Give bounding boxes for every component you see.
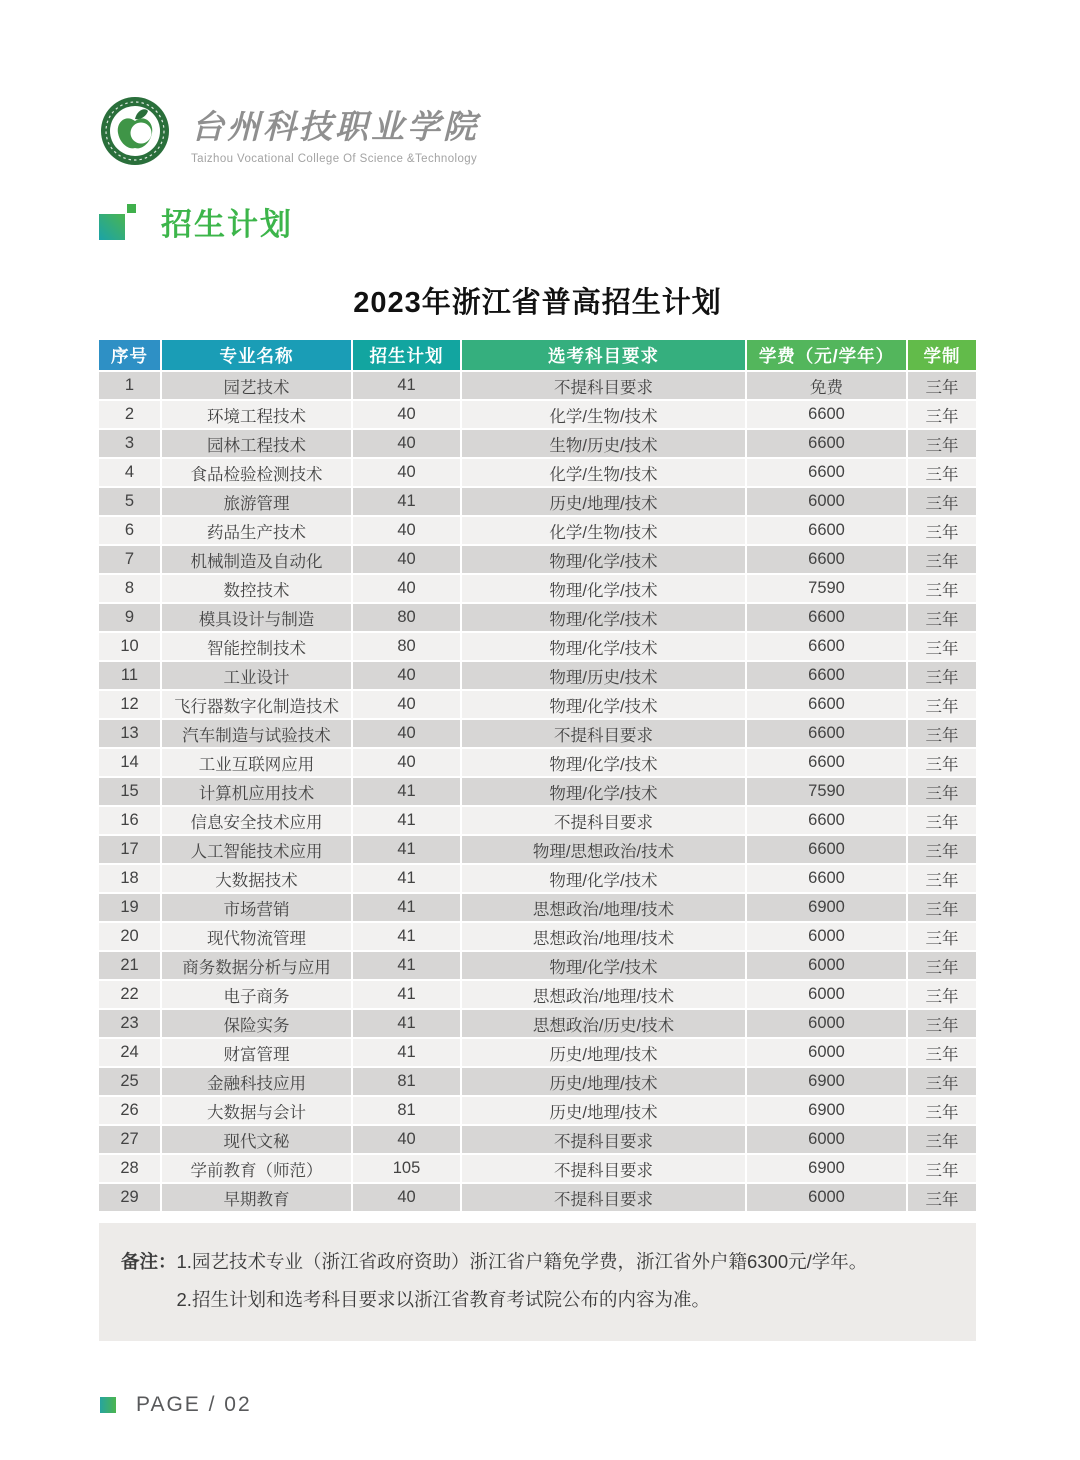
table-cell-row11-col1: 11 [99,662,160,689]
table-cell-row27-col1: 27 [99,1126,160,1153]
section-square-icon [99,202,137,242]
table-cell-row19-col2: 市场营销 [162,894,351,921]
table-cell-row29-col4: 不提科目要求 [462,1184,745,1211]
table-cell-row12-col4: 物理/化学/技术 [462,691,745,718]
table-cell-row3-col2: 园林工程技术 [162,430,351,457]
table-cell-row2-col6: 三年 [908,401,976,428]
table-cell-row17-col3: 41 [353,836,460,863]
table-cell-row16-col6: 三年 [908,807,976,834]
table-cell-row7-col6: 三年 [908,546,976,573]
table-cell-row16-col4: 不提科目要求 [462,807,745,834]
table-cell-row1-col1: 1 [99,372,160,399]
table-cell-row28-col2: 学前教育（师范） [162,1155,351,1182]
table-cell-row11-col2: 工业设计 [162,662,351,689]
table-cell-row8-col6: 三年 [908,575,976,602]
section-title: 招生计划 [161,207,293,242]
table-cell-row19-col1: 19 [99,894,160,921]
table-cell-row29-col2: 早期教育 [162,1184,351,1211]
notes-box [99,1223,976,1341]
table-cell-row12-col5: 6600 [747,691,906,718]
table-cell-row5-col5: 6000 [747,488,906,515]
table-cell-row4-col1: 4 [99,459,160,486]
table-cell-row8-col5: 7590 [747,575,906,602]
table-cell-row20-col4: 思想政治/地理/技术 [462,923,745,950]
table-cell-row14-col6: 三年 [908,749,976,776]
college-name-zh: 台州科技职业学院 [191,107,479,146]
table-cell-row15-col5: 7590 [747,778,906,805]
table-cell-row18-col4: 物理/化学/技术 [462,865,745,892]
table-cell-row13-col3: 40 [353,720,460,747]
table-cell-row17-col2: 人工智能技术应用 [162,836,351,863]
table-cell-row22-col2: 电子商务 [162,981,351,1008]
table-cell-row1-col3: 41 [353,372,460,399]
table-cell-row26-col5: 6900 [747,1097,906,1124]
table-cell-row12-col3: 40 [353,691,460,718]
table-cell-row4-col6: 三年 [908,459,976,486]
table-cell-row4-col2: 食品检验检测技术 [162,459,351,486]
notes-label: 备注： [121,1251,177,1272]
table-cell-row11-col3: 40 [353,662,460,689]
table-cell-row5-col6: 三年 [908,488,976,515]
table-cell-row16-col3: 41 [353,807,460,834]
table-cell-row4-col5: 6600 [747,459,906,486]
table-cell-row27-col6: 三年 [908,1126,976,1153]
table-cell-row23-col1: 23 [99,1010,160,1037]
table-cell-row8-col3: 40 [353,575,460,602]
table-cell-row2-col4: 化学/生物/技术 [462,401,745,428]
column-header-duration: 学制 [908,340,976,370]
table-cell-row23-col6: 三年 [908,1010,976,1037]
table-cell-row13-col2: 汽车制造与试验技术 [162,720,351,747]
table-cell-row4-col3: 40 [353,459,460,486]
table-cell-row9-col2: 模具设计与制造 [162,604,351,631]
table-cell-row21-col5: 6000 [747,952,906,979]
table-cell-row15-col1: 15 [99,778,160,805]
note-item-1: 1.园艺技术专业（浙江省政府资助）浙江省户籍免学费，浙江省外户籍6300元/学年。 [176,1251,868,1272]
table-cell-row11-col5: 6600 [747,662,906,689]
table-cell-row9-col3: 80 [353,604,460,631]
table-cell-row24-col6: 三年 [908,1039,976,1066]
page-footer [100,1393,1080,1417]
table-cell-row13-col5: 6600 [747,720,906,747]
table-cell-row18-col6: 三年 [908,865,976,892]
table-cell-row3-col1: 3 [99,430,160,457]
table-cell-row13-col6: 三年 [908,720,976,747]
table-cell-row9-col5: 6600 [747,604,906,631]
table-cell-row1-col4: 不提科目要求 [462,372,745,399]
table-cell-row13-col1: 13 [99,720,160,747]
table-cell-row22-col3: 41 [353,981,460,1008]
table-cell-row28-col6: 三年 [908,1155,976,1182]
table-cell-row25-col1: 25 [99,1068,160,1095]
table-cell-row29-col5: 6000 [747,1184,906,1211]
table-cell-row12-col2: 飞行器数字化制造技术 [162,691,351,718]
table-cell-row25-col6: 三年 [908,1068,976,1095]
table-cell-row2-col3: 40 [353,401,460,428]
table-cell-row19-col3: 41 [353,894,460,921]
table-cell-row23-col2: 保险实务 [162,1010,351,1037]
table-cell-row9-col1: 9 [99,604,160,631]
table-cell-row18-col3: 41 [353,865,460,892]
note-item-2: 2.招生计划和选考科目要求以浙江省教育考试院公布的内容为准。 [176,1289,710,1310]
gradient-square-icon [99,214,125,240]
table-cell-row22-col4: 思想政治/地理/技术 [462,981,745,1008]
table-cell-row27-col2: 现代文秘 [162,1126,351,1153]
table-cell-row1-col2: 园艺技术 [162,372,351,399]
table-cell-row24-col4: 历史/地理/技术 [462,1039,745,1066]
table-cell-row24-col5: 6000 [747,1039,906,1066]
table-cell-row19-col4: 思想政治/地理/技术 [462,894,745,921]
column-header-plan: 招生计划 [353,340,460,370]
table-cell-row10-col5: 6600 [747,633,906,660]
table-cell-row8-col2: 数控技术 [162,575,351,602]
table-cell-row26-col6: 三年 [908,1097,976,1124]
table-cell-row27-col4: 不提科目要求 [462,1126,745,1153]
table-cell-row26-col4: 历史/地理/技术 [462,1097,745,1124]
table-cell-row21-col3: 41 [353,952,460,979]
table-cell-row3-col5: 6600 [747,430,906,457]
table-cell-row6-col6: 三年 [908,517,976,544]
college-name-en: Taizhou Vocational College Of Science &Technology [191,153,478,165]
table-cell-row10-col4: 物理/化学/技术 [462,633,745,660]
table-cell-row20-col2: 现代物流管理 [162,923,351,950]
table-cell-row10-col2: 智能控制技术 [162,633,351,660]
table-cell-row19-col6: 三年 [908,894,976,921]
table-cell-row4-col4: 化学/生物/技术 [462,459,745,486]
table-cell-row21-col1: 21 [99,952,160,979]
column-header-subjects: 选考科目要求 [462,340,745,370]
table-cell-row17-col6: 三年 [908,836,976,863]
college-name-block [191,95,479,165]
table-cell-row6-col4: 化学/生物/技术 [462,517,745,544]
table-cell-row11-col4: 物理/历史/技术 [462,662,745,689]
table-cell-row26-col1: 26 [99,1097,160,1124]
table-cell-row14-col5: 6600 [747,749,906,776]
table-cell-row23-col3: 41 [353,1010,460,1037]
table-cell-row24-col2: 财富管理 [162,1039,351,1066]
table-cell-row6-col1: 6 [99,517,160,544]
table-cell-row5-col1: 5 [99,488,160,515]
table-cell-row12-col1: 12 [99,691,160,718]
small-square-icon [127,204,136,213]
table-cell-row25-col5: 6900 [747,1068,906,1095]
table-cell-row15-col6: 三年 [908,778,976,805]
table-cell-row14-col4: 物理/化学/技术 [462,749,745,776]
table-cell-row2-col5: 6600 [747,401,906,428]
table-cell-row2-col1: 2 [99,401,160,428]
table-cell-row21-col2: 商务数据分析与应用 [162,952,351,979]
table-cell-row11-col6: 三年 [908,662,976,689]
table-cell-row24-col1: 24 [99,1039,160,1066]
table-cell-row22-col1: 22 [99,981,160,1008]
table-cell-row15-col2: 计算机应用技术 [162,778,351,805]
table-cell-row3-col6: 三年 [908,430,976,457]
page-number: PAGE / 02 [136,1393,252,1416]
college-logo-row [99,0,1080,167]
table-cell-row2-col2: 环境工程技术 [162,401,351,428]
table-cell-row26-col2: 大数据与会计 [162,1097,351,1124]
footer-square-icon [100,1397,116,1413]
table-cell-row19-col5: 6900 [747,894,906,921]
admission-plan-table [99,340,976,1211]
table-cell-row6-col2: 药品生产技术 [162,517,351,544]
column-header-major: 专业名称 [162,340,351,370]
table-cell-row5-col3: 41 [353,488,460,515]
table-cell-row27-col5: 6000 [747,1126,906,1153]
table-cell-row17-col5: 6600 [747,836,906,863]
table-cell-row23-col4: 思想政治/历史/技术 [462,1010,745,1037]
table-cell-row15-col3: 41 [353,778,460,805]
table-cell-row17-col4: 物理/思想政治/技术 [462,836,745,863]
table-cell-row6-col5: 6600 [747,517,906,544]
table-cell-row9-col6: 三年 [908,604,976,631]
table-cell-row23-col5: 6000 [747,1010,906,1037]
table-cell-row3-col4: 生物/历史/技术 [462,430,745,457]
table-cell-row3-col3: 40 [353,430,460,457]
table-cell-row24-col3: 41 [353,1039,460,1066]
table-cell-row28-col3: 105 [353,1155,460,1182]
college-emblem-icon [99,95,171,167]
table-cell-row18-col5: 6600 [747,865,906,892]
table-cell-row25-col3: 81 [353,1068,460,1095]
table-cell-row21-col4: 物理/化学/技术 [462,952,745,979]
table-cell-row10-col3: 80 [353,633,460,660]
table-cell-row22-col6: 三年 [908,981,976,1008]
section-header [99,199,1080,244]
table-cell-row18-col2: 大数据技术 [162,865,351,892]
table-cell-row25-col4: 历史/地理/技术 [462,1068,745,1095]
table-cell-row1-col6: 三年 [908,372,976,399]
table-cell-row7-col4: 物理/化学/技术 [462,546,745,573]
table-cell-row16-col2: 信息安全技术应用 [162,807,351,834]
table-cell-row18-col1: 18 [99,865,160,892]
table-cell-row29-col1: 29 [99,1184,160,1211]
table-cell-row7-col5: 6600 [747,546,906,573]
table-cell-row8-col1: 8 [99,575,160,602]
table-cell-row21-col6: 三年 [908,952,976,979]
table-cell-row14-col2: 工业互联网应用 [162,749,351,776]
table-cell-row28-col1: 28 [99,1155,160,1182]
table-cell-row5-col4: 历史/地理/技术 [462,488,745,515]
table-cell-row10-col6: 三年 [908,633,976,660]
table-cell-row20-col5: 6000 [747,923,906,950]
table-cell-row15-col4: 物理/化学/技术 [462,778,745,805]
column-header-tuition: 学费（元/学年） [747,340,906,370]
table-cell-row28-col4: 不提科目要求 [462,1155,745,1182]
table-cell-row22-col5: 6000 [747,981,906,1008]
table-cell-row12-col6: 三年 [908,691,976,718]
table-cell-row20-col1: 20 [99,923,160,950]
column-header-index: 序号 [99,340,160,370]
table-cell-row29-col3: 40 [353,1184,460,1211]
table-cell-row14-col1: 14 [99,749,160,776]
page-title: 2023年浙江省普高招生计划 [353,287,722,319]
notes-items [177,1243,868,1319]
table-cell-row6-col3: 40 [353,517,460,544]
table-cell-row28-col5: 6900 [747,1155,906,1182]
table-cell-row10-col1: 10 [99,633,160,660]
table-cell-row16-col5: 6600 [747,807,906,834]
table-cell-row20-col6: 三年 [908,923,976,950]
table-cell-row17-col1: 17 [99,836,160,863]
table-cell-row25-col2: 金融科技应用 [162,1068,351,1095]
table-cell-row7-col1: 7 [99,546,160,573]
table-cell-row13-col4: 不提科目要求 [462,720,745,747]
table-cell-row7-col3: 40 [353,546,460,573]
table-cell-row1-col5: 免费 [747,372,906,399]
table-cell-row26-col3: 81 [353,1097,460,1124]
table-cell-row5-col2: 旅游管理 [162,488,351,515]
table-cell-row27-col3: 40 [353,1126,460,1153]
table-cell-row7-col2: 机械制造及自动化 [162,546,351,573]
table-cell-row20-col3: 41 [353,923,460,950]
table-cell-row9-col4: 物理/化学/技术 [462,604,745,631]
table-cell-row14-col3: 40 [353,749,460,776]
table-cell-row8-col4: 物理/化学/技术 [462,575,745,602]
table-cell-row16-col1: 16 [99,807,160,834]
table-cell-row29-col6: 三年 [908,1184,976,1211]
